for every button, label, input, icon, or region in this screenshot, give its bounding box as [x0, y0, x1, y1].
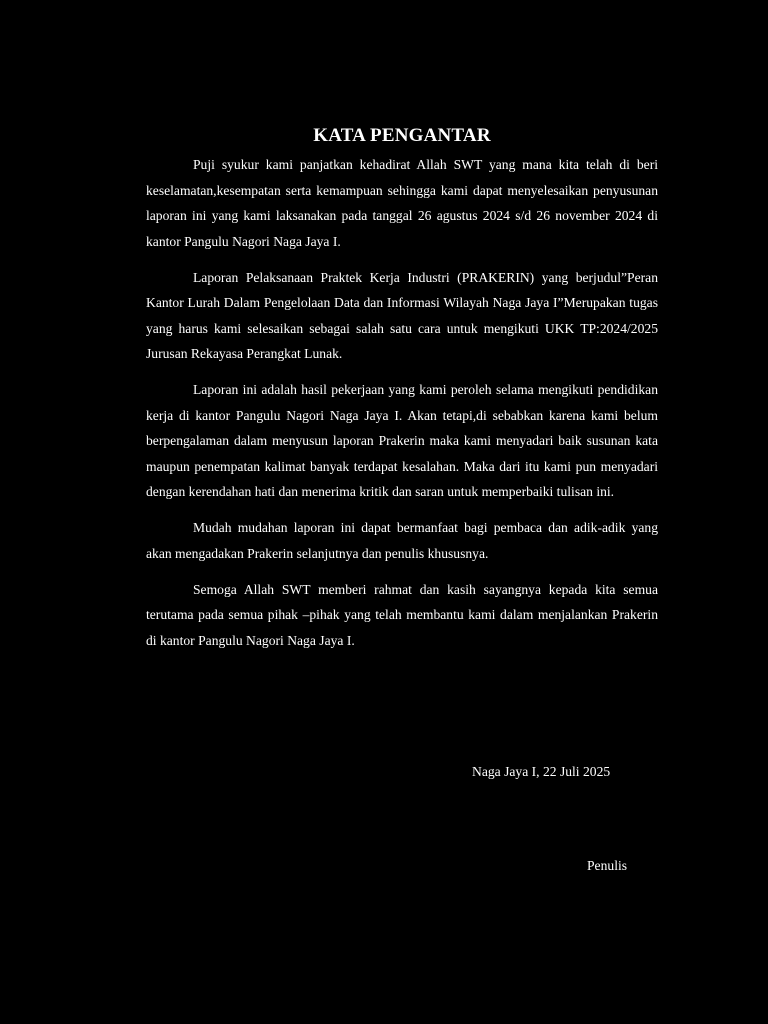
- paragraph-5: Semoga Allah SWT memberi rahmat dan kasih sayangnya kepada kita semua terutama pada semua pihak –pihak yang telah membantu kami dalam menjalankan Prakerin di kantor Pangulu Nagori Naga Jaya I.: [146, 581, 658, 648]
- paragraph-3: Laporan ini adalah hasil pekerjaan yang kami peroleh selama mengikuti pendidikan kerja di kantor Pangulu Nagori Naga Jaya I. Akan tetapi,di sebabkan karena kami belum berpengalaman dalam menyusun laporan Prakerin maka kami menyadari baik susunan kata maupun penempatan kalimat banyak terdapat kesalahan. Maka dari itu kami pun menyadari dengan kerendahan hati dan menerima kritik dan saran untuk memperbaiki tulisan ini.: [146, 382, 658, 499]
- author-signature-label: Penulis: [587, 858, 628, 873]
- document-page: [146, 122, 658, 664]
- paragraph-4: Mudah mudahan laporan ini dapat bermanfaat bagi pembaca dan adik-adik yang akan mengadakan Prakerin selanjutnya dan penulis khususnya.: [146, 520, 658, 561]
- document-title: KATA PENGANTAR: [313, 125, 491, 146]
- paragraph-2: Laporan Pelaksanaan Praktek Kerja Industri (PRAKERIN) yang berjudul”Peran Kantor Lurah Dalam Pengelolaan Data dan Informasi Wilayah Naga Jaya I”Merupakan tugas yang harus kami selesaikan sebagai salah satu cara untuk mengikuti UKK TP:2024/2025 Jurusan Rekayasa Perangkat Lunak.: [146, 269, 658, 361]
- paragraph-1: Puji syukur kami panjatkan kehadirat Allah SWT yang mana kita telah di beri keselamatan,kesempatan serta kemampuan sehingga kami dapat menyelesaikan penyusunan laporan ini yang kami laksanakan pada tanggal 26 agustus 2024 s/d 26 november 2024 di kantor Pangulu Nagori Naga Jaya I.: [146, 157, 658, 249]
- place-date: Naga Jaya I, 22 Juli 2025: [472, 764, 611, 779]
